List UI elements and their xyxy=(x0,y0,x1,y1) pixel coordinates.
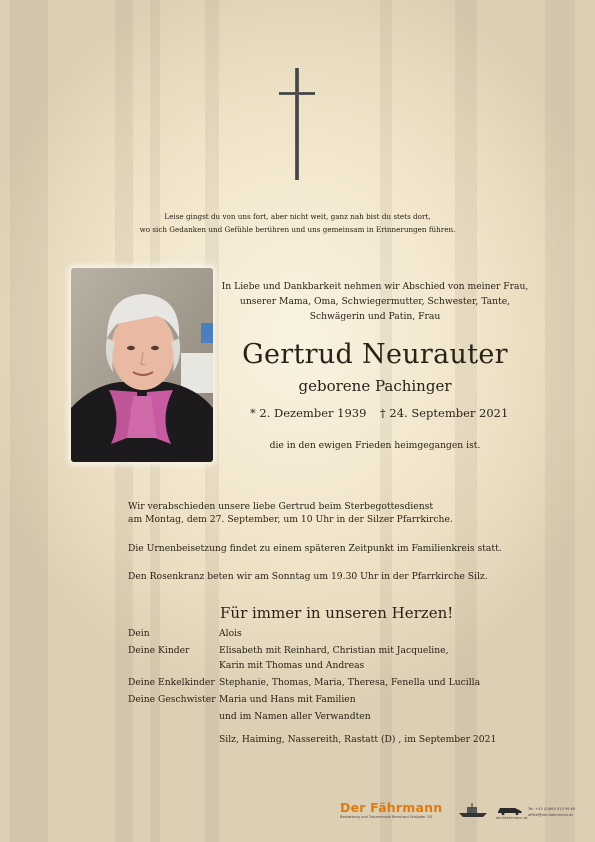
quote-line-1: Leise gingst du von uns fort, aber nicht weit, ganz nah bist du stets dort, xyxy=(164,212,431,221)
intro-line-2: unserer Mama, Oma, Schwiegermutter, Schwester, Tante, xyxy=(239,296,511,307)
family-label-siblings: Deine Geschwister xyxy=(128,694,216,705)
intro-line-1: In Liebe und Dankbarkeit nehmen wir Abschied von meiner Frau, xyxy=(221,281,529,292)
service-line-2: am Montag, dem 27. September, um 10 Uhr in der Silzer Pfarrkirche. xyxy=(128,514,453,525)
funeral-home-subtitle: Bestattung und Trauermusik Bernhard Schöpfer OG xyxy=(340,815,433,819)
family-label-children: Deine Kinder xyxy=(128,645,190,656)
family-heading: Für immer in unseren Herzen! xyxy=(220,604,454,622)
family-siblings-1: Maria und Hans mit Familien xyxy=(219,694,356,705)
family-label-spouse: Dein xyxy=(128,628,150,639)
family-label-grandchildren: Deine Enkelkinder xyxy=(128,677,215,688)
death-date: † 24. September 2021 xyxy=(380,406,509,420)
maiden-name: geborene Pachinger xyxy=(298,377,452,395)
website-text: der-faehrmann.at xyxy=(496,816,528,820)
departed-phrase: die in den ewigen Frieden heimgegangen ist. xyxy=(269,440,481,451)
ferry-boat-icon xyxy=(458,802,488,818)
family-spouse: Alois xyxy=(219,628,242,639)
funeral-home-logo: Der Fährmann xyxy=(340,800,443,815)
deceased-name: Gertrud Neurauter xyxy=(242,339,508,370)
family-children-1: Elisabeth mit Reinhard, Christian mit Jacqueline, xyxy=(219,645,449,656)
rosary-note: Den Rosenkranz beten wir am Sonntag um 19.30 Uhr in der Pfarrkirche Silz. xyxy=(128,571,488,582)
email-text: office@der-faehrmann.at xyxy=(528,813,573,817)
family-children-2: Karin mit Thomas und Andreas xyxy=(219,660,365,671)
birth-date: * 2. Dezember 1939 xyxy=(250,406,367,420)
family-grandchildren: Stephanie, Thomas, Maria, Theresa, Fenella und Lucilla xyxy=(219,677,481,688)
intro-line-3: Schwägerin und Patin, Frau xyxy=(309,311,441,322)
quote-line-2: wo sich Gedanken und Gefühle berühren und uns gemeinsam in Erinnerungen führen. xyxy=(139,225,456,234)
service-line-1: Wir verabschieden unsere liebe Gertrud beim Sterbegottesdienst xyxy=(128,501,434,512)
burial-note: Die Urnenbeisetzung findet zu einem späteren Zeitpunkt im Familienkreis statt. xyxy=(128,543,502,554)
place-date: Silz, Haiming, Nassereith, Rastatt (D) , im September 2021 xyxy=(219,734,497,745)
phone-text: Tel. +43 (0)664 915 99 60 xyxy=(528,807,576,811)
hearse-icon xyxy=(497,805,523,815)
family-siblings-2: und im Namen aller Verwandten xyxy=(219,711,371,722)
